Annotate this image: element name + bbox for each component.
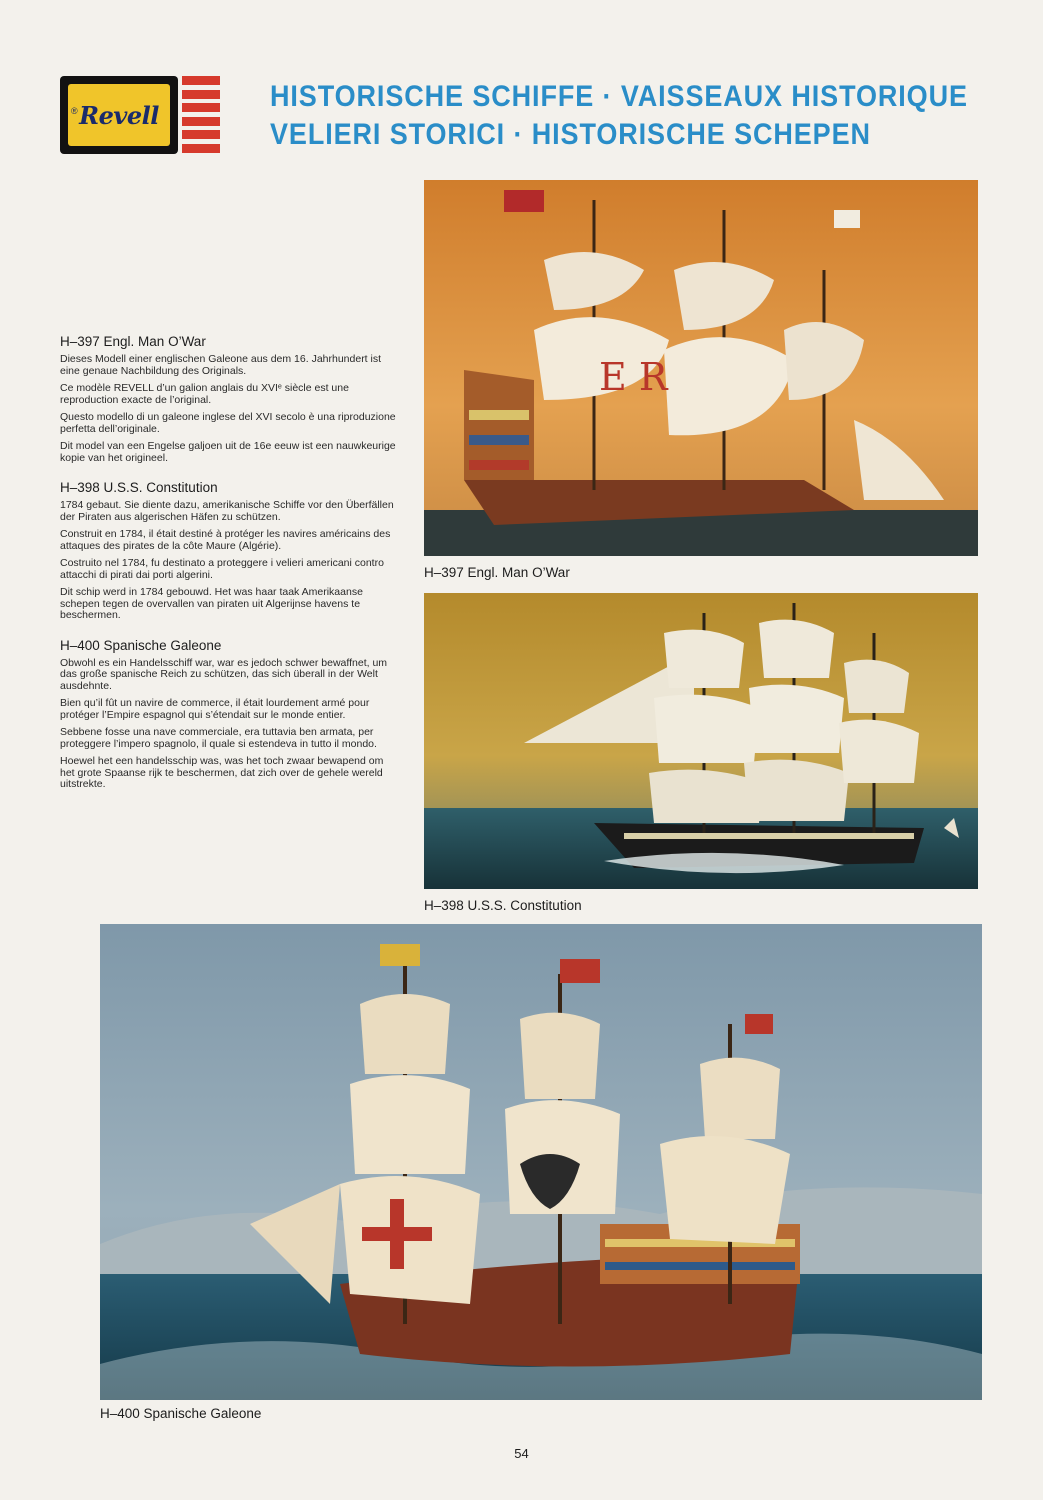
description-column	[60, 334, 400, 807]
ship-illustration-h398	[424, 593, 978, 889]
logo-text: Revell	[79, 100, 159, 130]
description-nl: Dit schip werd in 1784 gebouwd. Het was haar taak Amerikaanse schepen tegen de overvallen van piraten uit Algerijnse havens te beschermen.	[60, 586, 363, 621]
description-de: Obwohl es ein Handelsschiff war, war es jedoch schwer bewaffnet, um das große spanische Reich zu schützen, das sich überall in der Welt ausdehnte.	[60, 656, 388, 692]
description-fr: Bien qu’il fût un navire de commerce, il était lourdement armé pour protéger l’Empire espagnol qui s’étendait sur le monde entier.	[60, 697, 370, 721]
caption-h397: H–397 Engl. Man O’War	[424, 565, 570, 580]
heading-line-2: VELIERI STORICI · HISTORISCHE SCHEPEN	[270, 118, 871, 151]
heading-line-1: HISTORISCHE SCHIFFE · VAISSEAUX HISTORIQUE	[270, 80, 968, 113]
item-h400	[60, 638, 400, 791]
logo-box	[60, 76, 178, 154]
item-h398	[60, 480, 400, 622]
item-h397	[60, 334, 400, 464]
description-it: Sebbene fosse una nave commerciale, era tuttavia ben armata, per proteggere l’impero spagnolo, il quale si estendeva in tutto il mondo.	[60, 726, 377, 750]
caption-h400: H–400 Spanische Galeone	[100, 1406, 262, 1421]
ship-illustration-h400	[100, 924, 982, 1400]
description-it: Questo modello di un galeone inglese del XVI secolo è una riproduzione perfetta dell’originale.	[60, 411, 396, 435]
description-fr: Ce modèle REVELL d’un galion anglais du XVIᵉ siècle est une reproduction exacte de l’original.	[60, 382, 349, 406]
item-title: H–398 U.S.S. Constitution	[60, 480, 218, 495]
description-de: 1784 gebaut. Sie diente dazu, amerikanische Schiffe vor den Überfällen der Piraten aus algerischen Häfen zu schützen.	[60, 499, 394, 523]
item-title: H–400 Spanische Galeone	[60, 637, 222, 653]
sail-emblem-text: E R	[599, 355, 668, 399]
description-fr: Construit en 1784, il était destiné à protéger les navires américains des attaques des pirates de la côte Maure (Algérie).	[60, 528, 391, 552]
registered-mark: ®	[71, 106, 78, 116]
ship-illustration-h397	[424, 180, 978, 556]
page-heading	[270, 78, 1000, 154]
description-de: Dieses Modell einer englischen Galeone aus dem 16. Jahrhundert ist eine genaue Nachbildung des Originals.	[60, 353, 382, 377]
description-nl: Hoewel het een handelsschip was, was het toch zwaar bewapend om het grote Spaanse rijk te beschermen, dat zich over de gehele wereld uitstrekte.	[60, 755, 384, 790]
item-title: H–397 Engl. Man O’War	[60, 334, 206, 349]
description-it: Costruito nel 1784, fu destinato a proteggere i velieri americani contro attacchi di pirati dai porti algerini.	[60, 557, 384, 581]
caption-h398: H–398 U.S.S. Constitution	[424, 898, 582, 913]
logo-badge	[68, 84, 170, 146]
revell-logo	[60, 76, 220, 156]
description-nl: Dit model van een Engelse galjoen uit de 16e eeuw ist een nauwkeurige kopie van het origineel.	[60, 440, 396, 464]
page-number: 54	[514, 1446, 529, 1461]
logo-stripes	[182, 76, 220, 154]
